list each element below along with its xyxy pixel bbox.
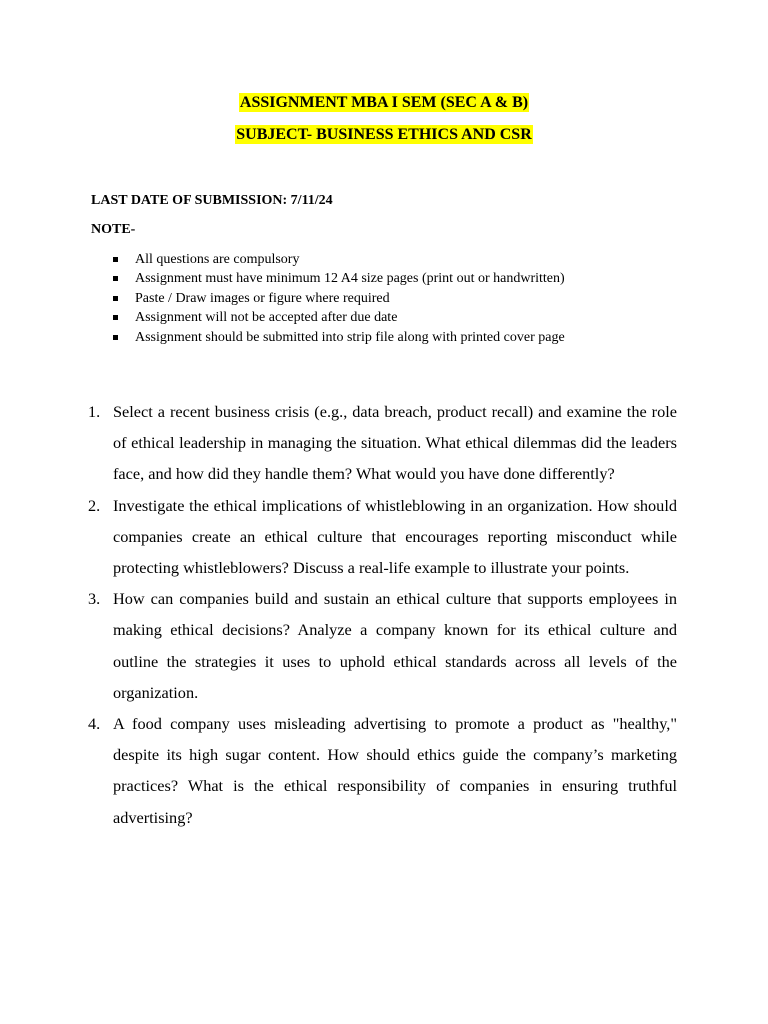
question-item [88,396,677,490]
square-bullet-icon [113,335,118,340]
note-item [113,269,565,288]
square-bullet-icon [113,315,118,320]
last-date-of-submission: LAST DATE OF SUBMISSION: 7/11/24 [91,193,333,208]
note-item [113,308,565,327]
question-number: 2. [88,495,101,515]
assignment-title: ASSIGNMENT MBA I SEM (SEC A & B) [239,94,529,111]
question-text: How can companies build and sustain an ethical culture that supports employees in making ethical decisions? Analyze a company known for its ethical culture and outline the strategies it uses to uphold ethical standards across all levels of the organization. [113,589,677,702]
question-number: 1. [88,402,101,421]
note-label: NOTE- [91,222,136,237]
question-item [88,490,677,584]
note-item [113,289,565,308]
note-item-text: Assignment should be submitted into strip file along with printed cover page [135,329,565,345]
note-item [113,250,565,269]
question-number: 4. [88,714,101,734]
question-list [88,396,677,833]
title-block [0,93,768,157]
note-list [113,250,565,347]
question-text: A food company uses misleading advertising to promote a product as "healthy," despite its high sugar content. How should ethics guide the company’s marketing practices? What is the ethical responsibility of companies in ensuring truthful advertising? [113,714,677,827]
question-text: Select a recent business crisis (e.g., data breach, product recall) and examine the role of ethical leadership in managing the situation. What ethical dilemmas did the leaders face, and how did they handle them? What would you have done differently? [113,402,677,484]
subject-title: SUBJECT- BUSINESS ETHICS AND CSR [236,126,532,143]
square-bullet-icon [113,276,118,281]
note-item [113,328,565,347]
note-item-text: Assignment must have minimum 12 A4 size pages (print out or handwritten) [135,271,565,287]
note-item-text: All questions are compulsory [135,252,300,267]
question-number: 3. [88,589,101,609]
square-bullet-icon [113,257,118,262]
square-bullet-icon [113,296,118,301]
question-text: Investigate the ethical implications of whistleblowing in an organization. How should companies create an ethical culture that encourages reporting misconduct while protecting whistleblowers? Discuss a real-life example to illustrate your points. [113,495,677,578]
question-item [88,583,677,708]
note-item-text: Paste / Draw images or figure where required [135,290,390,306]
note-item-text: Assignment will not be accepted after due date [135,310,398,326]
question-item [88,708,677,833]
